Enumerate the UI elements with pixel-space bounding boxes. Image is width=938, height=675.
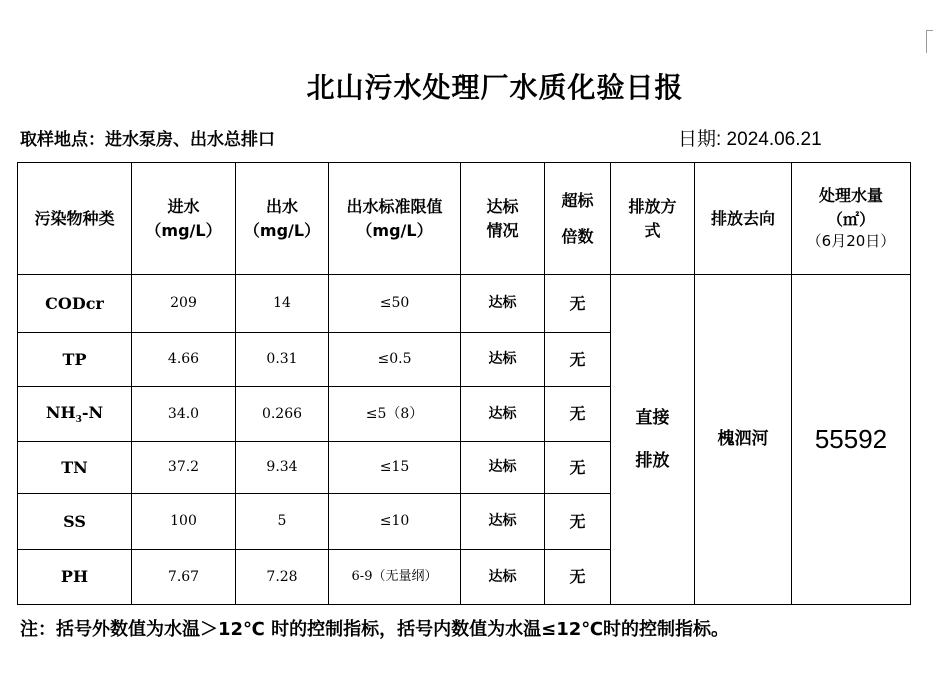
limit-value: ≤15 bbox=[329, 442, 461, 494]
pollutant-name-subscript: 3 bbox=[75, 415, 82, 426]
sampling-location: 取样地点：进水泵房、出水总排口 bbox=[20, 130, 275, 150]
header-exceed bbox=[545, 163, 611, 275]
pollutant-name-main: NH bbox=[45, 402, 76, 422]
limit-value: ≤50 bbox=[329, 275, 461, 333]
header-volume-line3: （6月20日） bbox=[806, 231, 896, 250]
discharge-to-cell: 槐泗河 bbox=[695, 275, 792, 605]
compliance-status: 达标 bbox=[461, 275, 545, 333]
limit-value: ≤0.5 bbox=[329, 333, 461, 387]
header-compliance-line1: 达标 bbox=[486, 197, 519, 217]
discharge-method-cell bbox=[611, 275, 695, 605]
outflow-value: 7.28 bbox=[236, 550, 329, 605]
limit-value: ≤10 bbox=[329, 494, 461, 550]
water-quality-table bbox=[17, 162, 911, 605]
pollutant-name: SS bbox=[18, 494, 132, 550]
table-row bbox=[18, 275, 911, 333]
treated-volume-value: 55592 bbox=[792, 275, 911, 605]
pollutant-name: PH bbox=[18, 550, 132, 605]
header-outflow bbox=[236, 163, 329, 275]
header-row bbox=[18, 163, 911, 275]
header-exceed-line2: 倍数 bbox=[561, 226, 594, 246]
compliance-status: 达标 bbox=[461, 333, 545, 387]
pollutant-name: TP bbox=[18, 333, 132, 387]
pollutant-name bbox=[18, 387, 132, 442]
pollutant-name: CODcr bbox=[18, 275, 132, 333]
inflow-value: 100 bbox=[132, 494, 236, 550]
compliance-status: 达标 bbox=[461, 494, 545, 550]
header-inflow bbox=[132, 163, 236, 275]
header-exceed-line1: 超标 bbox=[561, 191, 594, 211]
compliance-status: 达标 bbox=[461, 550, 545, 605]
header-limit-unit: （mg/L） bbox=[356, 220, 433, 240]
exceed-value: 无 bbox=[545, 333, 611, 387]
header-outflow-unit: （mg/L） bbox=[243, 220, 321, 240]
outflow-value: 9.34 bbox=[236, 442, 329, 494]
pollutant-name-tail: -N bbox=[81, 402, 104, 422]
report-date: 日期: 2024.06.21 bbox=[678, 129, 822, 150]
inflow-value: 37.2 bbox=[132, 442, 236, 494]
outflow-value: 14 bbox=[236, 275, 329, 333]
pollutant-name: TN bbox=[18, 442, 132, 494]
outflow-value: 0.266 bbox=[236, 387, 329, 442]
header-pollutant: 污染物种类 bbox=[18, 163, 132, 275]
exceed-value: 无 bbox=[545, 550, 611, 605]
header-outflow-label: 出水 bbox=[265, 197, 298, 217]
exceed-value: 无 bbox=[545, 442, 611, 494]
exceed-value: 无 bbox=[545, 494, 611, 550]
header-discharge-method bbox=[611, 163, 695, 275]
inflow-value: 7.67 bbox=[132, 550, 236, 605]
header-volume-line1: 处理水量 bbox=[818, 186, 883, 206]
discharge-method-line2: 排放 bbox=[635, 450, 670, 471]
inflow-value: 209 bbox=[132, 275, 236, 333]
limit-value: 6-9（无量纲） bbox=[329, 550, 461, 605]
header-discharge-method-line2: 式 bbox=[644, 220, 661, 240]
header-volume-line2: （㎡） bbox=[826, 209, 875, 229]
header-discharge-to: 排放去向 bbox=[695, 163, 792, 275]
inflow-value: 4.66 bbox=[132, 333, 236, 387]
compliance-status: 达标 bbox=[461, 387, 545, 442]
corner-mark bbox=[926, 30, 933, 53]
header-limit bbox=[329, 163, 461, 275]
header-inflow-unit: （mg/L） bbox=[145, 220, 222, 240]
header-inflow-label: 进水 bbox=[167, 197, 200, 217]
discharge-method-line1: 直接 bbox=[635, 408, 670, 428]
inflow-value: 34.0 bbox=[132, 387, 236, 442]
header-compliance-line2: 情况 bbox=[486, 220, 519, 240]
header-compliance bbox=[461, 163, 545, 275]
header-limit-label: 出水标准限值 bbox=[346, 197, 443, 217]
exceed-value: 无 bbox=[545, 387, 611, 442]
outflow-value: 5 bbox=[236, 494, 329, 550]
outflow-value: 0.31 bbox=[236, 333, 329, 387]
header-discharge-method-line1: 排放方 bbox=[628, 197, 677, 217]
compliance-status: 达标 bbox=[461, 442, 545, 494]
report-title: 北山污水处理厂水质化验日报 bbox=[306, 71, 684, 104]
header-volume bbox=[792, 163, 911, 275]
exceed-value: 无 bbox=[545, 275, 611, 333]
footnote: 注：括号外数值为水温＞12℃ 时的控制指标，括号内数值为水温≤12℃时的控制指标。 bbox=[20, 619, 730, 640]
limit-value: ≤5（8） bbox=[329, 387, 461, 442]
